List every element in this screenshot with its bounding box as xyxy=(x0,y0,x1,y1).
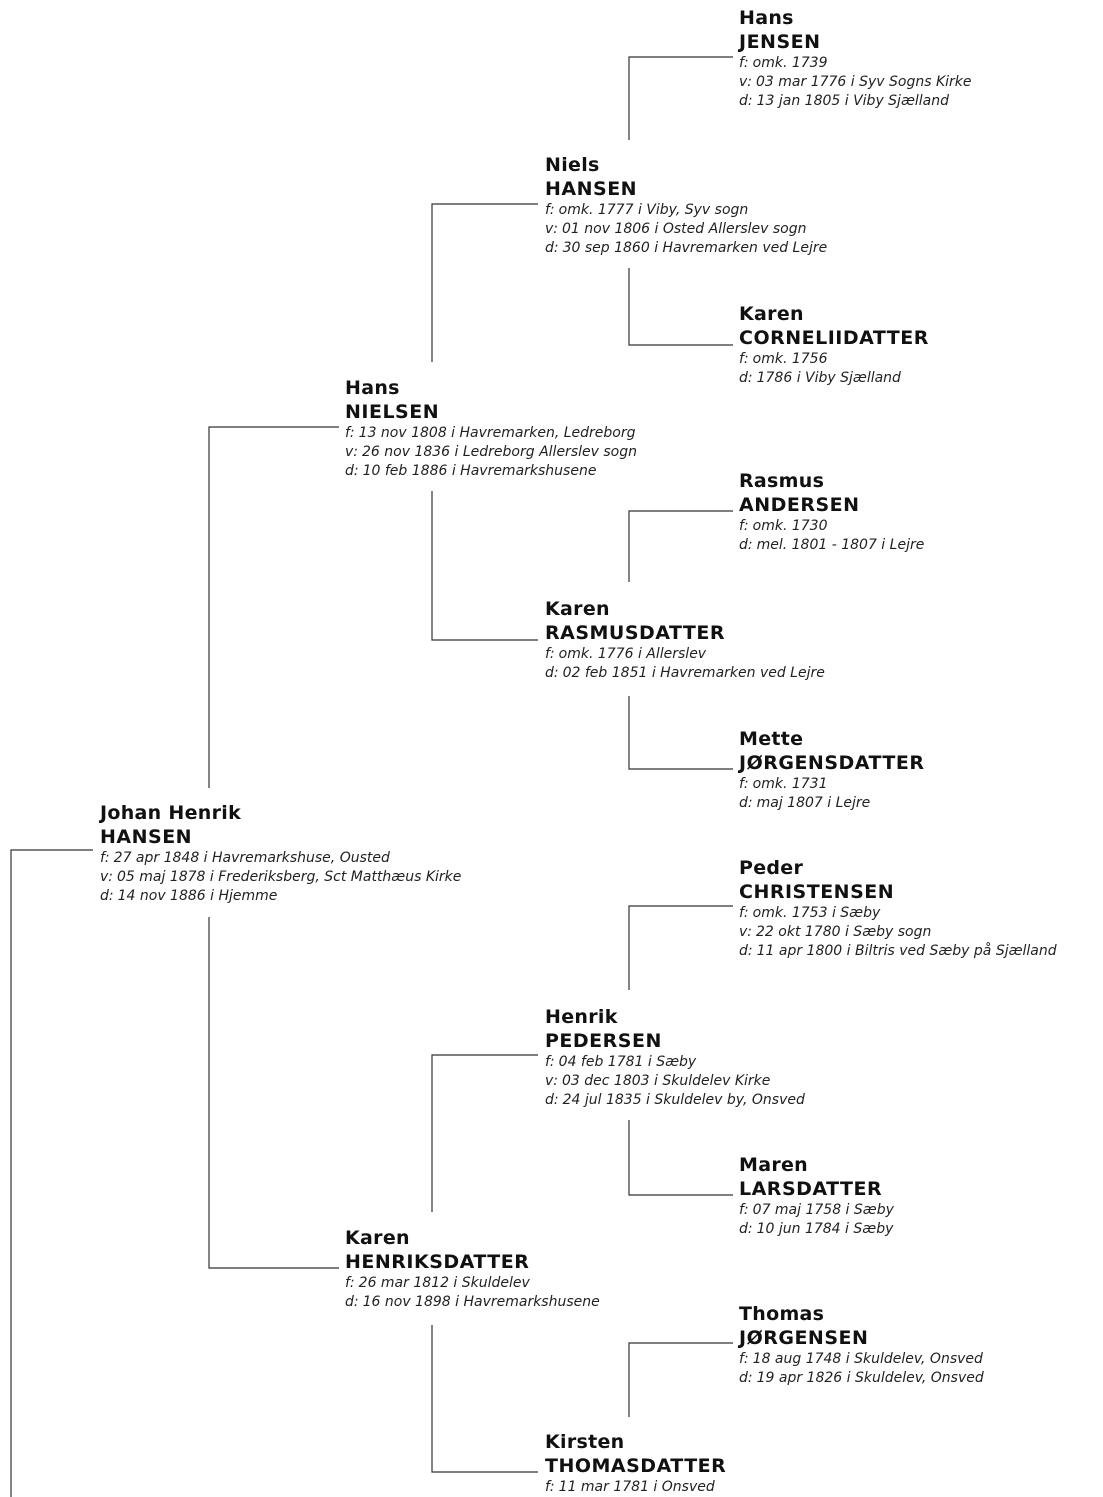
connector-kirsten-thomasdatter-to-father xyxy=(629,1343,733,1417)
connector-niels-hansen-to-mother xyxy=(629,268,733,345)
given-name: Peder xyxy=(739,857,804,879)
marriage-fact: v: 05 maj 1878 i Frederiksberg, Sct Matthæus Kirke xyxy=(100,869,462,885)
birth-fact: f: 11 mar 1781 i Onsved xyxy=(545,1479,715,1495)
birth-fact: f: omk. 1739 xyxy=(739,55,828,71)
person-karen-corneliidatter xyxy=(739,302,929,388)
surname: PEDERSEN xyxy=(545,1030,662,1052)
connector-johan-henrik-to-child xyxy=(11,850,93,1497)
death-fact: d: 1786 i Viby Sjælland xyxy=(739,370,901,386)
connector-johan-henrik-to-father xyxy=(209,427,339,788)
surname: JENSEN xyxy=(739,31,821,53)
surname: HENRIKSDATTER xyxy=(345,1251,530,1273)
death-fact: d: 14 nov 1886 i Hjemme xyxy=(100,888,278,904)
person-kirsten-thomasdatter xyxy=(545,1430,726,1497)
given-name: Kirsten xyxy=(545,1431,625,1453)
surname: LARSDATTER xyxy=(739,1178,883,1200)
death-fact: d: 16 nov 1898 i Havremarkshusene xyxy=(345,1294,600,1310)
birth-fact: f: 04 feb 1781 i Sæby xyxy=(545,1054,697,1070)
person-karen-rasmusdatter xyxy=(545,597,825,683)
death-fact: d: 19 apr 1826 i Skuldelev, Onsved xyxy=(739,1370,984,1386)
connector-hans-nielsen-to-mother xyxy=(432,491,538,640)
given-name: Niels xyxy=(545,154,600,176)
birth-fact: f: omk. 1731 xyxy=(739,776,828,792)
given-name: Johan Henrik xyxy=(100,802,242,824)
marriage-fact: v: 22 okt 1780 i Sæby sogn xyxy=(739,924,932,940)
person-peder-christensen xyxy=(739,856,1057,961)
surname: ANDERSEN xyxy=(739,494,860,516)
marriage-fact: v: 03 dec 1803 i Skuldelev Kirke xyxy=(545,1073,771,1089)
death-fact: d: 30 sep 1860 i Havremarken ved Lejre xyxy=(545,240,828,256)
birth-fact: f: omk. 1756 xyxy=(739,351,828,367)
surname: JØRGENSEN xyxy=(739,1327,869,1349)
connector-karen-rasmusdatter-to-mother xyxy=(629,696,733,769)
connector-karen-henriksdatter-to-father xyxy=(432,1055,538,1212)
person-mette-jorgensdatter xyxy=(739,727,924,813)
surname: CHRISTENSEN xyxy=(739,881,895,903)
given-name: Hans xyxy=(739,7,794,29)
birth-fact: f: 26 mar 1812 i Skuldelev xyxy=(345,1275,530,1291)
surname: CORNELIIDATTER xyxy=(739,327,929,349)
birth-fact: f: 07 maj 1758 i Sæby xyxy=(739,1202,894,1218)
birth-fact: f: omk. 1730 xyxy=(739,518,828,534)
person-johan-henrik-hansen xyxy=(100,801,461,906)
marriage-fact: v: 03 mar 1776 i Syv Sogns Kirke xyxy=(739,74,972,90)
given-name: Karen xyxy=(345,1227,410,1249)
death-fact: d: 10 feb 1886 i Havremarkshusene xyxy=(345,463,597,479)
given-name: Maren xyxy=(739,1154,809,1176)
surname: HANSEN xyxy=(545,178,638,200)
birth-fact: f: 13 nov 1808 i Havremarken, Ledreborg xyxy=(345,425,636,441)
birth-fact: f: omk. 1777 i Viby, Syv sogn xyxy=(545,202,749,218)
surname: THOMASDATTER xyxy=(545,1455,727,1477)
death-fact: d: 11 apr 1800 i Biltris ved Sæby på Sjælland xyxy=(739,943,1057,959)
given-name: Hans xyxy=(345,377,400,399)
given-name: Thomas xyxy=(739,1303,825,1325)
given-name: Karen xyxy=(545,598,610,620)
marriage-fact: v: 26 nov 1836 i Ledreborg Allerslev sogn xyxy=(345,444,637,460)
person-niels-hansen xyxy=(545,153,827,258)
death-fact: d: 24 jul 1835 i Skuldelev by, Onsved xyxy=(545,1092,805,1108)
death-fact: d: mel. 1801 - 1807 i Lejre xyxy=(739,537,925,553)
person-henrik-pedersen xyxy=(545,1005,805,1110)
connector-johan-henrik-to-mother xyxy=(209,917,339,1268)
person-karen-henriksdatter xyxy=(345,1226,600,1312)
person-hans-nielsen xyxy=(345,376,637,481)
birth-fact: f: 27 apr 1848 i Havremarkshuse, Ousted xyxy=(100,850,390,866)
person-hans-jensen xyxy=(739,6,972,111)
given-name: Henrik xyxy=(545,1006,618,1028)
connector-henrik-pedersen-to-father xyxy=(629,906,733,990)
birth-fact: f: 18 aug 1748 i Skuldelev, Onsved xyxy=(739,1351,983,1367)
person-maren-larsdatter xyxy=(739,1153,894,1239)
person-rasmus-andersen xyxy=(739,469,924,555)
surname: JØRGENSDATTER xyxy=(739,752,925,774)
birth-fact: f: omk. 1776 i Allerslev xyxy=(545,646,707,662)
marriage-fact: v: 01 nov 1806 i Osted Allerslev sogn xyxy=(545,221,807,237)
connector-niels-hansen-to-father xyxy=(629,57,733,140)
connector-karen-henriksdatter-to-mother xyxy=(432,1325,538,1472)
connector-henrik-pedersen-to-mother xyxy=(629,1120,733,1195)
given-name: Karen xyxy=(739,303,804,325)
surname: RASMUSDATTER xyxy=(545,622,726,644)
death-fact: d: 10 jun 1784 i Sæby xyxy=(739,1221,894,1237)
death-fact: d: 02 feb 1851 i Havremarken ved Lejre xyxy=(545,665,825,681)
connector-karen-rasmusdatter-to-father xyxy=(629,511,733,582)
connector-hans-nielsen-to-father xyxy=(432,204,538,362)
surname: NIELSEN xyxy=(345,401,440,423)
surname: HANSEN xyxy=(100,826,193,848)
death-fact: d: maj 1807 i Lejre xyxy=(739,795,871,811)
given-name: Rasmus xyxy=(739,470,825,492)
given-name: Mette xyxy=(739,728,804,750)
birth-fact: f: omk. 1753 i Sæby xyxy=(739,905,881,921)
person-thomas-jorgensen xyxy=(739,1302,984,1388)
death-fact: d: 13 jan 1805 i Viby Sjælland xyxy=(739,93,949,109)
